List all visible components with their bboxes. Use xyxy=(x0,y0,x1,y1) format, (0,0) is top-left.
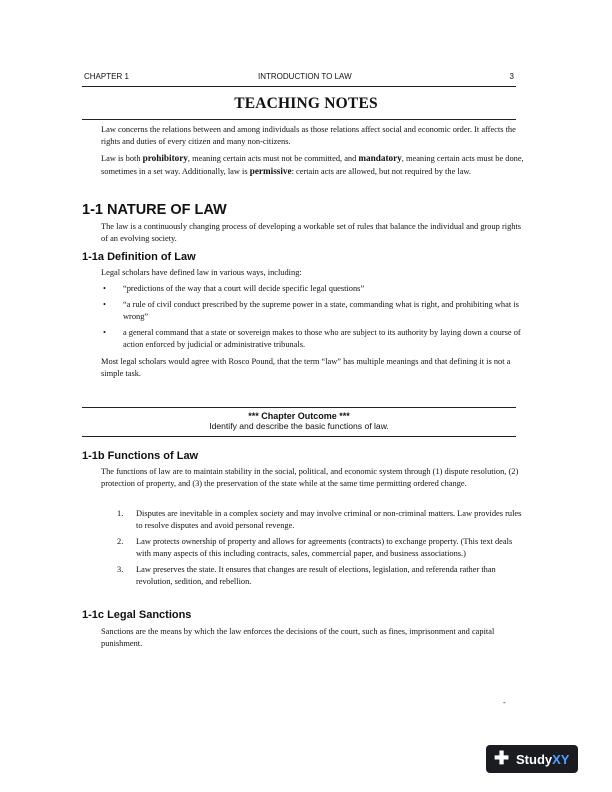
chapter-outcome-title: *** Chapter Outcome *** xyxy=(248,411,350,421)
plus-icon: ✚ xyxy=(494,748,510,768)
studyxy-badge[interactable] xyxy=(486,745,578,773)
section-1-1c-text: Sanctions are the means by which the law enforces the decisions of the court, such as fines, imprisonment and capital punishment. xyxy=(101,627,495,648)
badge-label: StudyXY xyxy=(516,752,570,767)
section-1-1-text: The law is a continuously changing process of developing a workable set of rules that balance the individual and group rights of an evolving society. xyxy=(101,222,522,243)
bullet-icon: • xyxy=(103,284,106,293)
list-item: • “predictions of the way that a court will decide specific legal questions” xyxy=(103,284,365,293)
page-title: TEACHING NOTES xyxy=(234,95,378,112)
keyword-prohibitory: prohibitory xyxy=(142,153,188,163)
intro-paragraph-2: Law is both prohibitory, meaning certain acts must not be committed, and mandatory, meaning certain acts must be done, sometimes in a set way. Additionally, law is permissive: certain acts are allowed, but not required by the law. xyxy=(101,153,524,176)
list-item: • a general command that a state or sovereign makes to those who are subject to its authority by laying down a course of action enforced by judicial or administrative tribunals. xyxy=(103,328,521,349)
list-item: • “a rule of civil conduct prescribed by the supreme power in a state, commanding what is right, and prohibiting what is wrong” xyxy=(103,300,519,321)
header-section: INTRODUCTION TO LAW xyxy=(258,72,352,81)
functions-list xyxy=(101,508,524,592)
outcome-bottom-rule xyxy=(82,436,516,437)
section-heading-1-1c: 1-1c Legal Sanctions xyxy=(82,609,192,621)
section-heading-1-1a: 1-1a Definition of Law xyxy=(82,251,196,263)
bullet-icon: • xyxy=(103,300,106,309)
outcome-top-rule xyxy=(82,407,516,408)
header-page-number: 3 xyxy=(509,72,514,81)
section-1-1b-lead: The functions of law are to maintain stability in the social, political, and economic system through (1) dispute resolution, (2) protection of property, and (3) the preservation of the state while at the same time permitting ordered change. xyxy=(101,467,519,488)
header-chapter: CHAPTER 1 xyxy=(84,72,129,81)
chapter-outcome-box xyxy=(82,411,516,431)
keyword-mandatory: mandatory xyxy=(358,153,402,163)
list-item: 3. Law preserves the state. It ensures that changes are result of elections, legislation, and referenda rather than revolution, sedition, and rebellion. xyxy=(117,565,496,586)
stray-mark: - xyxy=(503,698,506,707)
section-heading-1-1b: 1-1b Functions of Law xyxy=(82,450,199,462)
keyword-permissive: permissive xyxy=(249,166,292,176)
definition-list xyxy=(101,283,524,355)
intro-paragraph-1: Law concerns the relations between and among individuals as those relations affect social and economic order. It affects the rights and duties of every citizen and many non-citizens. xyxy=(101,125,516,146)
title-rule xyxy=(82,119,516,120)
header-rule xyxy=(82,86,516,87)
chapter-outcome-text: Identify and describe the basic functions of law. xyxy=(209,421,389,431)
list-item: 2. Law protects ownership of property and allows for agreements (contracts) to exchange property. (This text deals with many aspects of this including contracts, sales, commercial paper, and business associations.) xyxy=(117,537,513,558)
section-heading-1-1: 1-1 NATURE OF LAW xyxy=(82,202,227,218)
list-item: 1. Disputes are inevitable in a complex society and may involve criminal or non-criminal matters. Law provides rules to resolve disputes and avoid personal revenge. xyxy=(117,509,522,530)
bullet-icon: • xyxy=(103,328,106,337)
page-header xyxy=(84,72,514,86)
section-1-1a-lead: Legal scholars have defined law in various ways, including: xyxy=(101,268,302,277)
section-1-1a-closing: Most legal scholars would agree with Rosco Pound, that the term “law” has multiple meanings and that defining it is not a simple task. xyxy=(101,357,511,378)
